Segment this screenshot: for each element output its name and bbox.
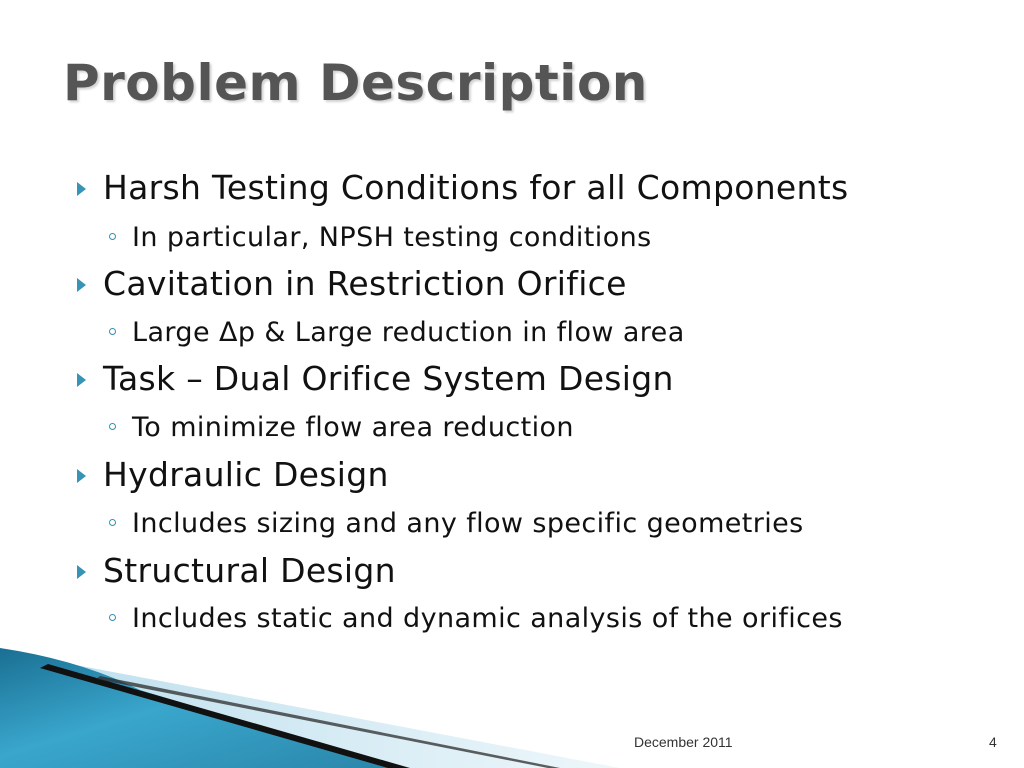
slide-number: 4 <box>989 734 997 750</box>
bullet-item: Task – Dual Orifice System Design <box>103 359 674 398</box>
triangle-bullet-icon <box>77 469 86 483</box>
triangle-bullet-icon <box>77 373 86 387</box>
circle-sub-bullet-icon <box>109 614 116 621</box>
bullet-item: Structural Design <box>103 551 396 590</box>
sub-bullet-item: To minimize flow area reduction <box>132 412 574 443</box>
circle-sub-bullet-icon <box>109 423 116 430</box>
bullet-item: Hydraulic Design <box>103 455 389 494</box>
circle-sub-bullet-icon <box>109 328 116 335</box>
circle-sub-bullet-icon <box>109 233 116 240</box>
sub-bullet-item: Includes static and dynamic analysis of the orifices <box>132 603 843 634</box>
bullet-item: Cavitation in Restriction Orifice <box>103 264 627 303</box>
sub-bullet-item: In particular, NPSH testing conditions <box>132 222 652 253</box>
footer-date: December 2011 <box>634 734 733 750</box>
triangle-bullet-icon <box>77 182 86 196</box>
triangle-bullet-icon <box>77 565 86 579</box>
circle-sub-bullet-icon <box>109 519 116 526</box>
sub-bullet-item: Large Δp & Large reduction in flow area <box>132 317 685 348</box>
sub-bullet-item: Includes sizing and any flow specific geometries <box>132 508 804 539</box>
slide-title: Problem Description <box>63 54 648 112</box>
triangle-bullet-icon <box>77 278 86 292</box>
bullet-item: Harsh Testing Conditions for all Components <box>103 168 849 207</box>
